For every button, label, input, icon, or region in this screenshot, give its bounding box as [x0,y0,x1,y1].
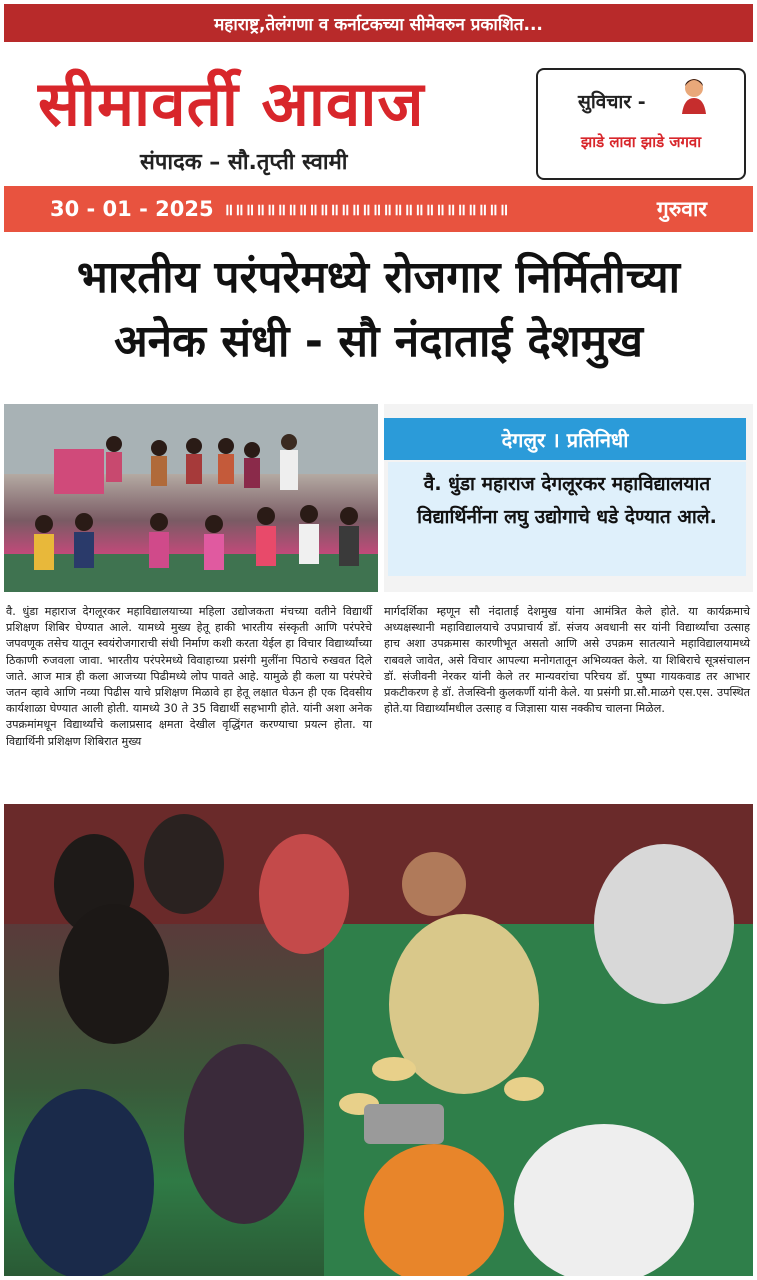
group-photo-illustration [4,404,378,592]
headline-line-2: अनेक संधी - सौ नंदाताई देशमुख [114,316,643,367]
workshop-photo [4,804,753,1276]
article-column-2: मार्गदर्शिका म्हणून सौ नंदाताई देशमुख यांना आमंत्रित केले होते. या कार्यक्रमाचे अध्यक्षस्थानी महाविद्यालयाचे उपप्राचार्य डॉ. संजय अवधानी सर यांनी विद्यार्थ्यांचा उत्साह हाच अशा उपक्रमास कारणीभूत असतो आणि असे उपक्रम सातत्याने महाविद्यालयामध्ये राबवले जावेत, असे विचार आपल्या मनोगतातून अभिव्यक्त केले. या शिबिराचे सूत्रसंचालन डॉ. संजीवनी नेरकर यांनी केले तर मान्यवरांचा परिचय डॉ. पुष्पा गायकवाड तर आभार प्रकटीकरण हे डॉ. तेजस्विनी कुलकर्णी यांनी केले. या प्रसंगी प्रा.सौ.माळगे एस.एस. उपस्थित होते.या विद्यार्थ्यांमधील उत्साह व जिज्ञासा यास नक्कीच चालना मिळेल. [384,605,750,716]
editor-line: संपादक – सौ.तृप्ती स्वामी [140,150,348,175]
date-bar [4,186,753,232]
headline [4,246,753,374]
thought-box [536,68,746,180]
article-column-1: वै. धुंडा महाराज देगलूरकर महाविद्यालयाच्या महिला उद्योजकता मंचच्या वतीने विद्यार्थी प्रशिक्षण शिबिर घेण्यात आले. यामध्ये मुख्य हेतू हाकी भारतीय संस्कृती आणि परंपरेचे जपवणूक तसेच यातून स्वयंरोजगाराची संधी निर्माण कशी करता येईल हा विचार विद्यार्थ्यांच्या ठिकाणी रुजवला जावा. भारतीय परंपरेमध्ये विवाहाच्या प्रसंगी मुलींना पिठाचे रुखवत दिले जाते. आज मात्र ही कला आजच्या पिढीमध्ये लोप पावते आहे. यामुळे ही कला या परंपरेचे जतन व्हावे आणि नव्या पिढीस याचे प्रशिक्षण मिळावे हा हेतू लक्षात घेऊन ही एक दिवसीय कार्यशाळा घेण्यात आली होती. यामध्ये 30 ते 35 विद्यार्थी सहभागी होते. यांनी अशा अनेक उपक्रमांमधून विद्यार्थ्यांचे कलाप्रसाद क्षमता देखील वृद्धिंगत करण्याचा प्रयत्न होता. या विद्यार्थिनी प्रशिक्षण शिबिरात मुख्य [6,605,372,748]
banner-text: महाराष्ट्र,तेलंगणा व कर्नाटकच्या सीमेवरुन प्रकाशित... [214,14,543,35]
thought-heading: सुविचार - [578,91,646,113]
masthead-title: सीमावर्ती आवाज [38,67,425,140]
issue-day: गुरुवार [656,197,707,221]
subhead: वै. धुंडा महाराज देगलूरकर महाविद्यालयात विद्यार्थिनींना लघु उद्योगाचे धडे देण्यात आले. [388,462,746,576]
headline-line-1: भारतीय परंपरेमध्ये रोजगार निर्मितीच्या [76,252,681,303]
group-photo [4,404,378,592]
thought-text: झाडे लावा झाडे जगवा [580,133,702,151]
person-avatar-icon [678,76,710,116]
issue-date: 30 - 01 - 2025 [50,197,214,221]
workshop-photo-illustration [4,804,753,1276]
top-banner [4,4,753,42]
date-divider: ॥॥॥॥॥॥॥॥॥॥॥॥॥॥॥॥॥॥॥॥॥॥॥॥॥॥॥ [223,200,510,219]
dateline-bar [384,418,746,460]
dateline-text: देगलुर । प्रतिनिधी [501,427,629,452]
